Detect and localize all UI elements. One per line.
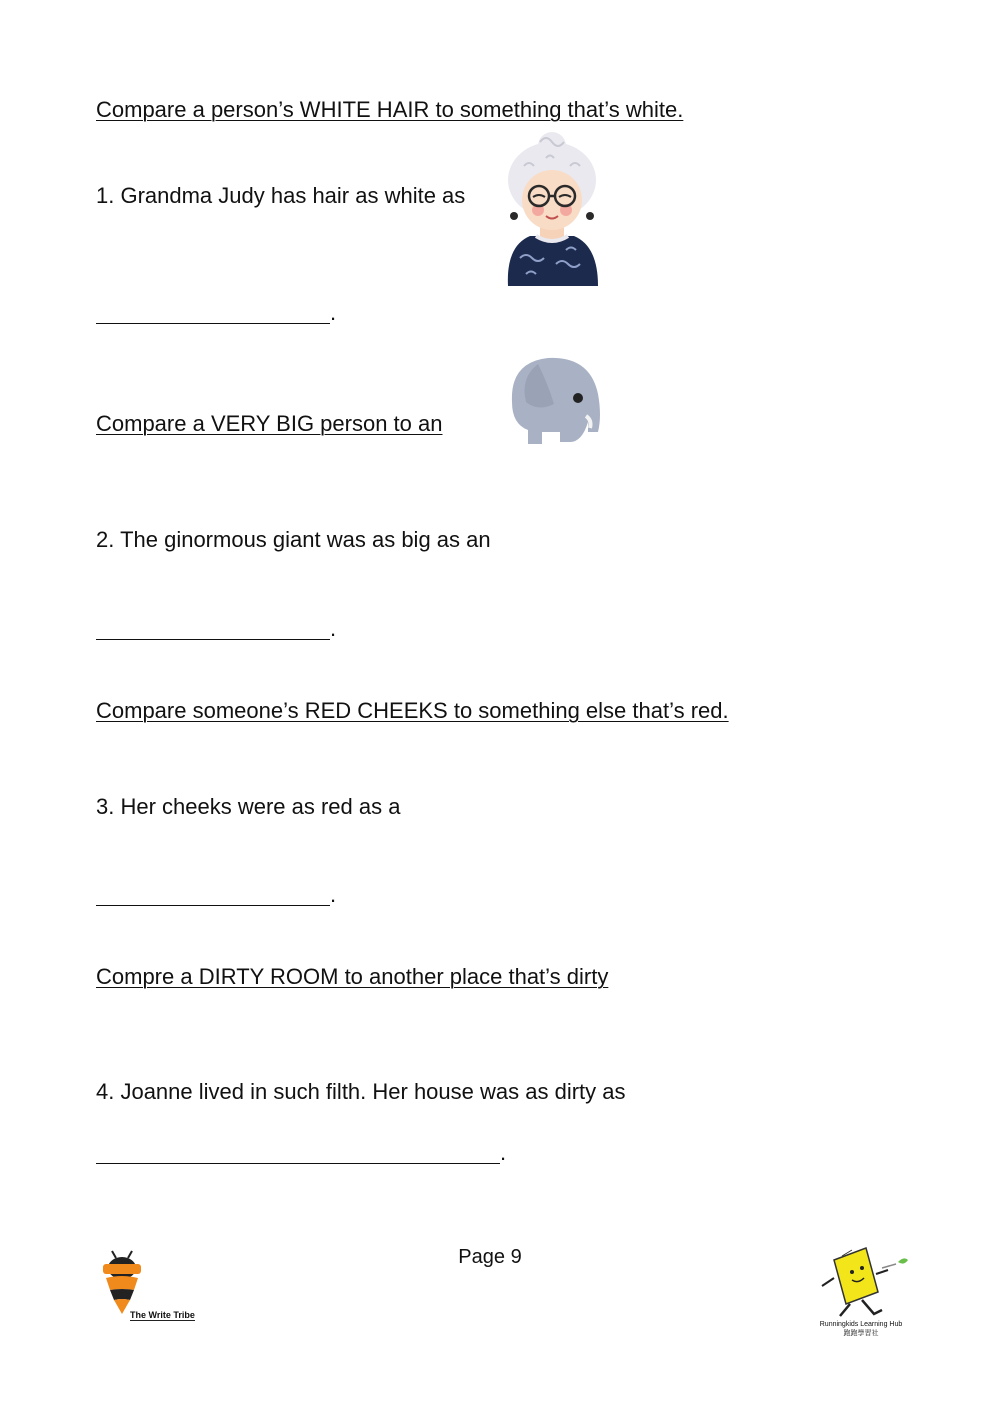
write-tribe-logo [98, 1250, 218, 1330]
elephant-icon [498, 350, 606, 448]
bee-logo-icon [98, 1250, 150, 1316]
runningkids-caption: Runningkids Learning Hub [819, 1321, 903, 1328]
question-3: 3. Her cheeks were as red as a [96, 794, 401, 819]
running-book-logo-icon [812, 1244, 908, 1318]
runningkids-logo [806, 1244, 916, 1344]
runningkids-caption-cn: 跑跑學習社 [843, 1330, 879, 1337]
question-4: 4. Joanne lived in such filth. Her house was as dirty as [96, 1079, 626, 1104]
answer-blank-3[interactable]: . [96, 878, 336, 906]
grandma-icon [500, 128, 604, 288]
page-number: Page 9 [458, 1246, 522, 1268]
answer-blank-4[interactable]: . [96, 1136, 506, 1164]
question-2: 2. The ginormous giant was as big as an [96, 527, 491, 552]
prompt-very-big: Compare a VERY BIG person to an [96, 411, 443, 436]
question-1: 1. Grandma Judy has hair as white as [96, 183, 466, 208]
answer-blank-1[interactable]: . [96, 296, 336, 324]
prompt-red-cheeks: Compare someone’s RED CHEEKS to something else that’s red. [96, 698, 729, 723]
prompt-dirty-room: Compre a DIRTY ROOM to another place that’s dirty [96, 964, 609, 989]
write-tribe-caption: The Write Tribe [130, 1310, 195, 1320]
prompt-white-hair: Compare a person’s WHITE HAIR to something that’s white. [96, 97, 684, 122]
answer-blank-2[interactable]: . [96, 612, 336, 640]
